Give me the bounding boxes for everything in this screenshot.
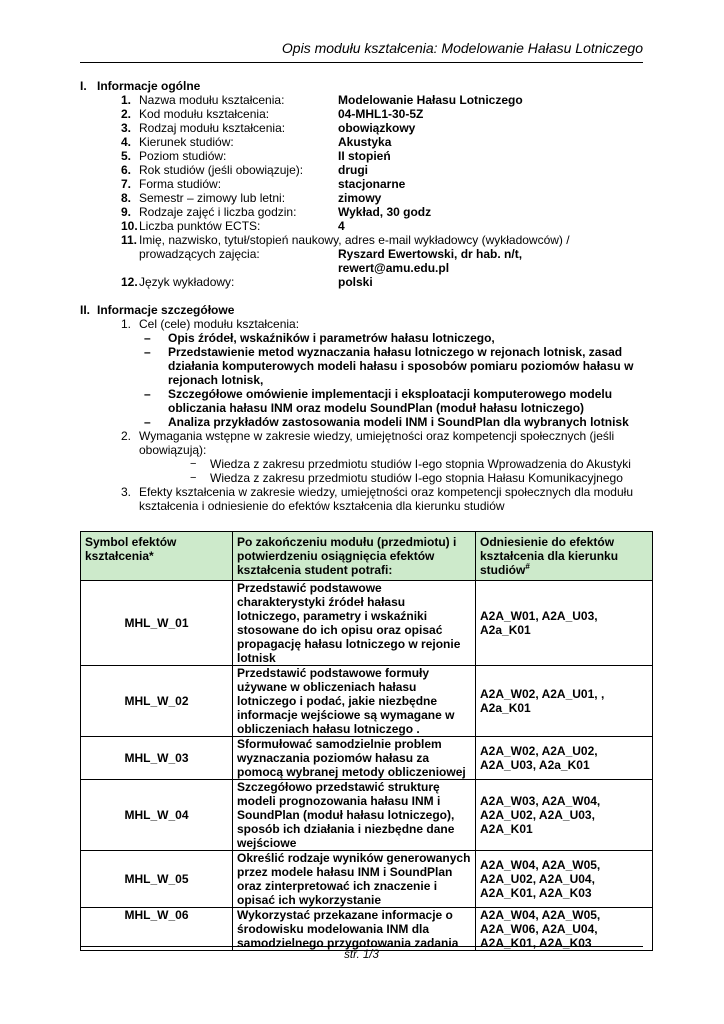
dash-bullet: −	[190, 458, 197, 470]
requirement-item	[190, 471, 645, 485]
info-item-number: 6.	[121, 163, 132, 177]
info-item-6	[80, 163, 645, 177]
header-description: Po zakończeniu modułu (przedmiotu) i potwierdzeniu osiągnięcia efektów kształcenia student potrafi:	[233, 532, 476, 581]
info-item-8	[80, 191, 645, 205]
page-number: str. 1/3	[344, 949, 379, 961]
detail-item-3-number: 3.	[121, 485, 132, 499]
info-item-number: 10.	[121, 219, 138, 233]
requirements-list	[80, 457, 645, 485]
info-item-value: Akustyka	[338, 135, 392, 149]
info-item-number: 5.	[121, 149, 132, 163]
info-item-value: Wykład, 30 godz	[338, 205, 432, 219]
detail-item-1	[121, 317, 645, 331]
requirement-item	[190, 457, 645, 471]
header-rule	[80, 62, 643, 63]
info-item-5	[80, 149, 645, 163]
info-item-label: Rodzaje zajęć i liczba godzin:	[139, 205, 297, 219]
detail-item-3	[121, 485, 645, 513]
info-item-number: 4.	[121, 135, 132, 149]
info-item-number: 7.	[121, 177, 132, 191]
info-item-12	[80, 275, 645, 289]
outcome-reference: A2A_W04, A2A_W05, A2A_U02, A2A_U04, A2A_K01, A2A_K03	[476, 851, 653, 908]
goal-item	[144, 345, 645, 387]
info-item-4	[80, 135, 645, 149]
outcome-description: Przedstawić podstawowe charakterystyki źródeł hałasu lotniczego, parametry i wskaźniki stosowane do ich opisu oraz opisać propagację hałasu lotniczego w rejonie lotnisk	[233, 581, 476, 666]
outcome-symbol: MHL_W_05	[81, 851, 233, 908]
outcome-description: Sformułować samodzielnie problem wyznaczania poziomów hałasu za pomocą wybranej metody obliczeniowej	[233, 737, 476, 780]
goals-list	[80, 331, 645, 429]
detail-item-2	[121, 429, 645, 457]
info-item-2	[80, 107, 645, 121]
general-info-list	[80, 93, 645, 233]
info-item-12-value: polski	[338, 275, 373, 289]
outcome-description: Wykorzystać przekazane informacje o środowisku modelowania INM dla samodzielnego przygotowania zadania	[233, 908, 476, 951]
page-header-title: Opis modułu kształcenia: Modelowanie Hałasu Lotniczego	[281, 40, 643, 56]
info-item-12-label: Język wykładowy:	[139, 275, 235, 289]
detail-item-2-text: Wymagania wstępne w zakresie wiedzy, umiejętności oraz kompetencji społecznych (jeśli obowiązują):	[139, 429, 615, 457]
detail-item-2-number: 2.	[121, 429, 132, 443]
info-item-label: Semestr – zimowy lub letni:	[139, 191, 286, 205]
table-header-row	[81, 532, 653, 581]
table-row	[81, 737, 653, 780]
info-item-label: Poziom studiów:	[139, 149, 227, 163]
header-reference	[476, 532, 653, 581]
section-1-title: Informacje ogólne	[97, 79, 201, 93]
outcome-symbol: MHL_W_04	[81, 780, 233, 851]
table-row	[81, 666, 653, 737]
info-item-label: Liczba punktów ECTS:	[139, 219, 261, 233]
section-2-number: II.	[80, 303, 91, 317]
outcome-symbol: MHL_W_02	[81, 666, 233, 737]
info-item-label: Kierunek studiów:	[139, 135, 234, 149]
outcome-symbol: MHL_W_01	[81, 581, 233, 666]
goal-text: Przedstawienie metod wyznaczania hałasu lotniczego w rejonach lotnisk, zasad działania komputerowych modeli hałasu i sposobów pomiaru poziomów hałasu w rejonach lotnisk,	[168, 345, 634, 387]
outcome-reference: A2A_W03, A2A_W04, A2A_U02, A2A_U03, A2A_K01	[476, 780, 653, 851]
header-reference-mark: #	[525, 562, 530, 571]
section-2-title: Informacje szczegółowe	[97, 303, 235, 317]
outcome-description: Przedstawić podstawowe formuły używane w obliczeniach hałasu lotniczego i podać, jakie niezbędne informacje wejściowe są wymagane w obliczeniach hałasu lotniczego .	[233, 666, 476, 737]
detail-item-1-text: Cel (cele) modułu kształcenia:	[139, 317, 300, 331]
info-item-label: Nazwa modułu kształcenia:	[139, 93, 285, 107]
info-item-label: Kod modułu kształcenia:	[139, 107, 270, 121]
info-item-value: obowiązkowy	[338, 121, 416, 135]
info-item-number: 1.	[121, 93, 132, 107]
goal-text: Analiza przykładów zastosowania modeli INM i SoundPlan dla wybranych lotnisk	[168, 415, 629, 429]
info-item-3	[80, 121, 645, 135]
outcome-symbol: MHL_W_06	[81, 908, 233, 951]
section-1-number: I.	[80, 79, 87, 93]
info-item-11	[80, 233, 645, 275]
outcome-reference: A2A_W02, A2A_U01, , A2a_K01	[476, 666, 653, 737]
info-item-label: Rok studiów (jeśli obowiązuje):	[139, 163, 304, 177]
info-item-7	[80, 177, 645, 191]
info-item-label: Rodzaj modułu kształcenia:	[139, 121, 286, 135]
dash-bullet: –	[144, 415, 151, 429]
footer-rule	[80, 946, 643, 947]
goal-item	[144, 387, 645, 415]
dash-bullet: –	[144, 387, 151, 401]
info-item-9	[80, 205, 645, 219]
info-item-11-number: 11.	[121, 233, 138, 247]
outcome-description: Szczegółowo przedstawić strukturę modeli prognozowania hałasu INM i SoundPlan (moduł hałasu lotniczego), sposób ich działania i niezbędne dane wejściowe	[233, 780, 476, 851]
requirement-text: Wiedza z zakresu przedmiotu studiów I-ego stopnia Hałasu Komunikacyjnego	[210, 471, 623, 485]
outcome-symbol: MHL_W_03	[81, 737, 233, 780]
info-item-value: stacjonarne	[338, 177, 406, 191]
table-row	[81, 908, 653, 951]
lecturer-email: rewert@amu.edu.pl	[338, 261, 450, 275]
goal-item	[144, 331, 645, 345]
info-item-number: 2.	[121, 107, 132, 121]
requirement-text: Wiedza z zakresu przedmiotu studiów I-ego stopnia Wprowadzenia do Akustyki	[210, 457, 631, 471]
header-reference-text: Odniesienie do efektów kształcenia dla kierunku studiów	[480, 535, 619, 577]
outcome-reference: A2A_W01, A2A_U03, A2a_K01	[476, 581, 653, 666]
goal-item	[144, 415, 645, 429]
dash-bullet: −	[190, 472, 197, 484]
info-item-number: 9.	[121, 205, 132, 219]
dash-bullet: –	[144, 345, 151, 359]
learning-outcomes-table	[80, 531, 653, 951]
info-item-number: 3.	[121, 121, 132, 135]
info-item-11-sub-2	[139, 261, 645, 275]
info-item-1	[80, 93, 645, 107]
info-item-value: Modelowanie Hałasu Lotniczego	[338, 93, 523, 107]
info-item-11-label-2: prowadzących zajęcia:	[139, 247, 260, 261]
info-item-11-sub	[139, 247, 645, 261]
lecturer-name: Ryszard Ewertowski, dr hab. n/t,	[338, 247, 523, 261]
dash-bullet: –	[144, 331, 151, 345]
document-body	[80, 79, 645, 513]
info-item-label: Forma studiów:	[139, 177, 222, 191]
info-item-value: 04-MHL1-30-5Z	[338, 107, 424, 121]
info-item-value: drugi	[338, 163, 368, 177]
goal-text: Szczegółowe omówienie implementacji i eksploatacji komputerowego modelu obliczania hałasu INM oraz modelu SoundPlan (moduł hałasu lotniczego)	[168, 387, 613, 415]
info-item-number: 8.	[121, 191, 132, 205]
outcome-reference: A2A_W04, A2A_W05, A2A_W06, A2A_U04, A2A_K01, A2A_K03	[476, 908, 653, 951]
section-1-heading	[80, 79, 645, 93]
table-row	[81, 581, 653, 666]
header-symbol: Symbol efektów kształcenia*	[81, 532, 233, 581]
outcome-reference: A2A_W02, A2A_U02, A2A_U03, A2a_K01	[476, 737, 653, 780]
goal-text: Opis źródeł, wskaźników i parametrów hałasu lotniczego,	[168, 331, 495, 345]
info-item-value: zimowy	[338, 191, 382, 205]
detail-item-3-text: Efekty kształcenia w zakresie wiedzy, umiejętności oraz kompetencji społecznych dla modułu kształcenia i odniesienie do efektów kształcenia dla kierunku studiów	[139, 485, 633, 513]
table-row	[81, 851, 653, 908]
info-item-10	[80, 219, 645, 233]
info-item-11-label: Imię, nazwisko, tytuł/stopień naukowy, adres e-mail wykładowcy (wykładowców) /	[139, 233, 570, 247]
info-item-value: II stopień	[338, 149, 391, 163]
detail-item-1-number: 1.	[121, 317, 132, 331]
info-item-value: 4	[338, 219, 345, 233]
table-row	[81, 780, 653, 851]
section-2-heading	[80, 303, 645, 317]
outcome-description: Określić rodzaje wyników generowanych przez modele hałasu INM i SoundPlan oraz zinterpretować ich znaczenie i opisać ich wykorzystanie	[233, 851, 476, 908]
info-item-12-number: 12.	[121, 275, 138, 289]
